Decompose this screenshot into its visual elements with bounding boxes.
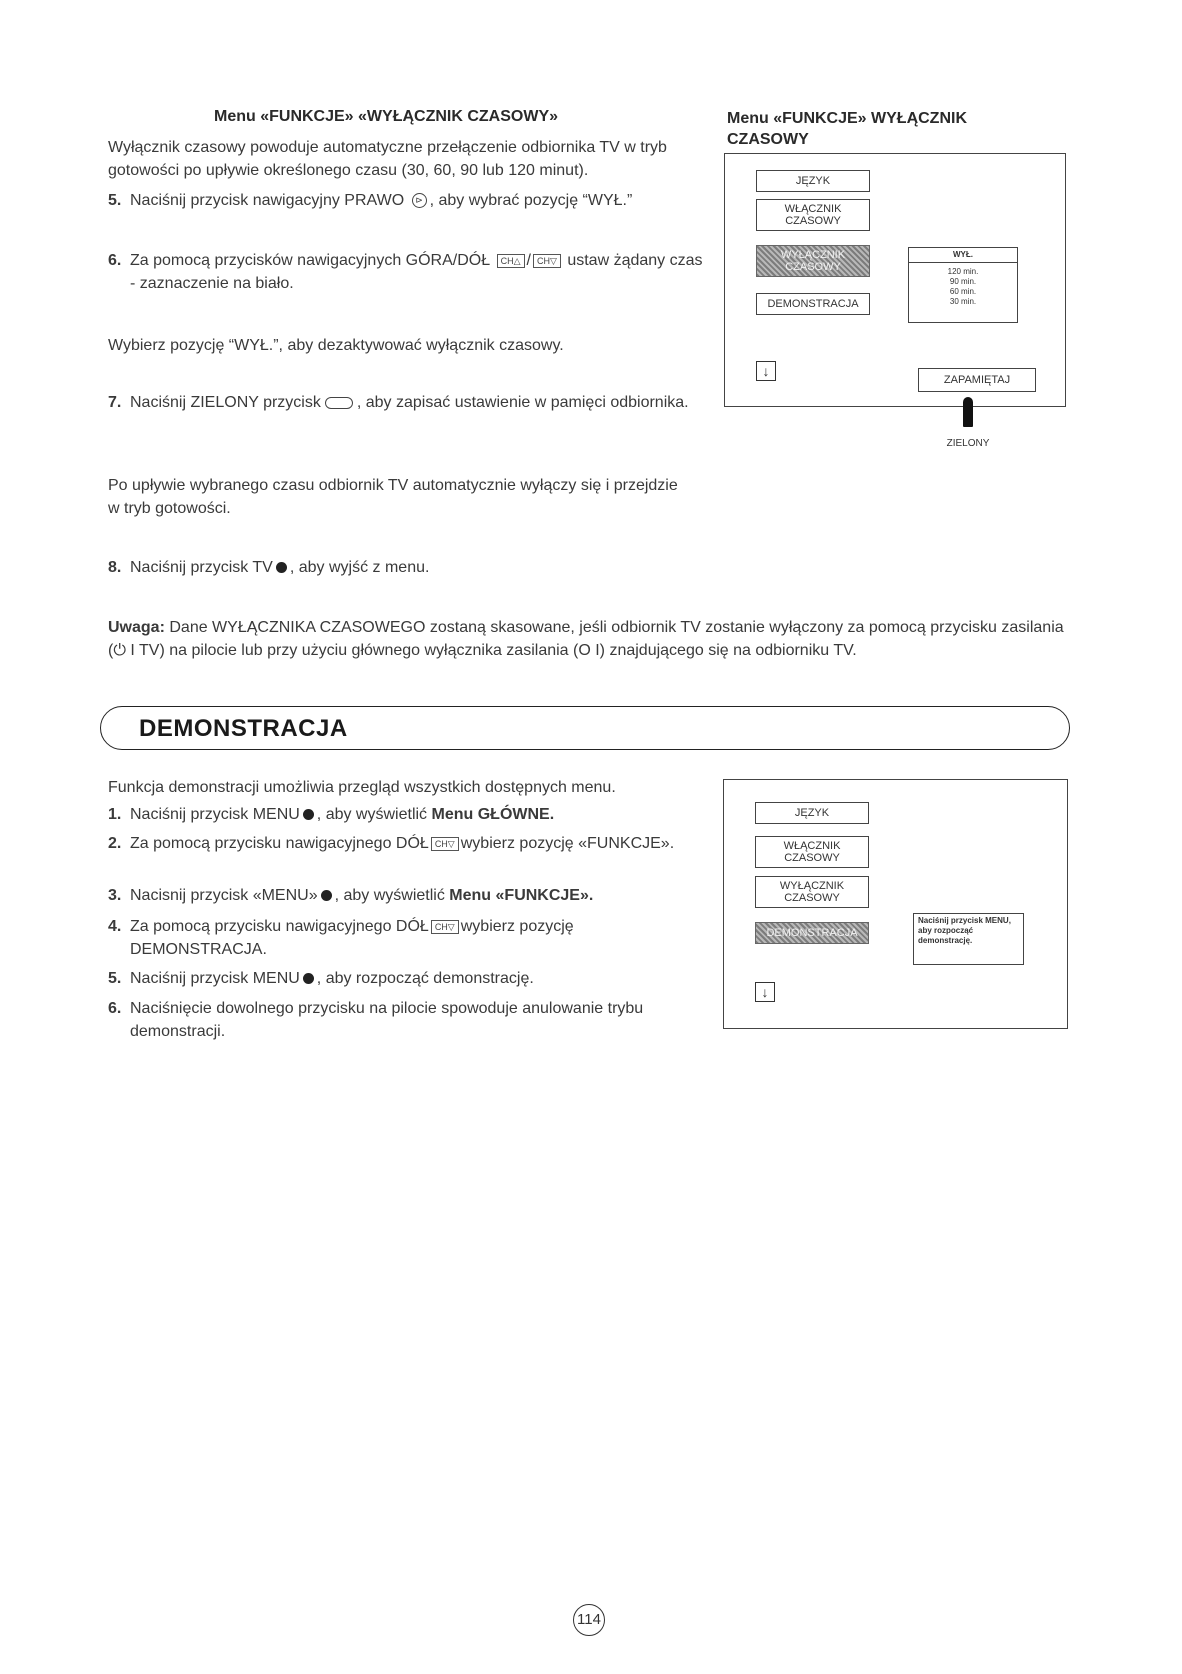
menu-item-on-timer[interactable]: WŁĄCZNIK CZASOWY (755, 836, 869, 868)
channel-down-key-icon: CH▽ (533, 254, 561, 268)
timer-intro: Wyłącznik czasowy powoduje automatyczne przełączenie odbiornika TV w tryb gotowości po upływie określonego czasu (30, 60, 90 lub 120 minut). (108, 139, 667, 179)
button-dot-icon (321, 890, 332, 901)
menu-item-demo[interactable]: DEMONSTRACJA (756, 293, 870, 315)
channel-down-key-icon: CH▽ (431, 837, 459, 851)
demo-step-6: 6. Naciśnięcie dowolnego przycisku na pilocie spowoduje anulowanie trybu demonstracji. (108, 1000, 644, 1040)
demo-step-5: 5. Naciśnij przycisk MENU , aby rozpocząć demonstrację. (108, 970, 534, 987)
figure1-title: Menu «FUNKCJE» WYŁĄCZNIK CZASOWY (727, 110, 968, 148)
timer-step-6: 6. Za pomocą przycisków nawigacyjnych GÓRA/DÓŁ CH△ / CH▽ ustaw żądany czas - zaznaczenie na biało. (108, 252, 703, 292)
green-label: ZIELONY (946, 438, 990, 449)
demo-banner-title: DEMONSTRACJA (139, 715, 348, 742)
right-nav-key-icon: ⊳ (412, 193, 427, 208)
down-arrow-icon: ↓ (756, 361, 776, 381)
page-number: 114 (573, 1604, 605, 1636)
menu-item-language[interactable]: JĘZYK (756, 170, 870, 192)
demo-step-2: 2. Za pomocą przycisku nawigacyjnego DÓŁ CH▽ wybierz pozycję «FUNKCJE». (108, 835, 675, 852)
timer-option-30[interactable]: 30 min. (949, 297, 977, 306)
green-pointer-icon (963, 397, 973, 427)
green-button-icon (325, 397, 353, 409)
demo-intro: Funkcja demonstracji umożliwia przegląd wszystkich dostępnych menu. (108, 779, 616, 796)
demo-hint-box: Naciśnij przycisk MENU, aby rozpocząć demonstrację. (913, 913, 1024, 965)
timer-options-box (908, 247, 1018, 323)
channel-up-key-icon: CH△ (497, 254, 525, 268)
timer-option-60[interactable]: 60 min. (949, 287, 977, 296)
timer-options-title: WYŁ. (909, 248, 1017, 263)
menu-item-off-timer[interactable]: WYŁĄCZNIK CZASOWY (755, 876, 869, 908)
timer-step-7: 7. Naciśnij ZIELONY przycisk , aby zapisać ustawienie w pamięci odbiornika. (108, 394, 689, 411)
save-button[interactable]: ZAPAMIĘTAJ (918, 368, 1036, 392)
menu-item-language[interactable]: JĘZYK (755, 802, 869, 824)
menu-item-off-timer[interactable]: WYŁĄCZNIK CZASOWY (756, 245, 870, 277)
timer-option-90[interactable]: 90 min. (949, 277, 977, 286)
channel-down-key-icon: CH▽ (431, 920, 459, 934)
timer-after-time: Po upływie wybranego czasu odbiornik TV automatycznie wyłączy się i przejdzie w tryb gotowości. (108, 477, 678, 517)
demo-step-3: 3. Nacisnij przycisk «MENU» , aby wyświetlić Menu «FUNKCJE». (108, 887, 594, 904)
button-dot-icon (303, 809, 314, 820)
figure1-menu-frame (724, 153, 1066, 407)
timer-section-title: Menu «FUNKCJE» «WYŁĄCZNIK CZASOWY» (214, 108, 559, 125)
button-dot-icon (276, 562, 287, 573)
menu-item-demo[interactable]: DEMONSTRACJA (755, 922, 869, 944)
figure2-menu-frame (723, 779, 1068, 1029)
timer-note: Uwaga: Dane WYŁĄCZNIKA CZASOWEGO zostaną skasowane, jeśli odbiornik TV zostanie wyłączony za pomocą przycisku zasilania (⏻ I TV) na pilocie lub przy użyciu głównego wyłącznika zasilania (O I) znajdującego się na odbiorniku TV. (108, 619, 1064, 659)
menu-item-on-timer[interactable]: WŁĄCZNIK CZASOWY (756, 199, 870, 231)
demo-banner (100, 706, 1070, 750)
timer-option-120[interactable]: 120 min. (947, 267, 979, 276)
timer-step-5: 5. Naciśnij przycisk nawigacyjny PRAWO ⊳ , aby wybrać pozycję “WYŁ.” (108, 192, 633, 209)
timer-choose-off: Wybierz pozycję “WYŁ.”, aby dezaktywować wyłącznik czasowy. (108, 337, 564, 354)
demo-step-1: 1. Naciśnij przycisk MENU , aby wyświetlić Menu GŁÓWNE. (108, 806, 555, 823)
button-dot-icon (303, 973, 314, 984)
down-arrow-icon: ↓ (755, 982, 775, 1002)
demo-step-4: 4. Za pomocą przycisku nawigacyjnego DÓŁ CH▽ wybierz pozycję DEMONSTRACJA. (108, 918, 574, 958)
timer-step-8: 8. Naciśnij przycisk TV , aby wyjść z menu. (108, 559, 430, 576)
